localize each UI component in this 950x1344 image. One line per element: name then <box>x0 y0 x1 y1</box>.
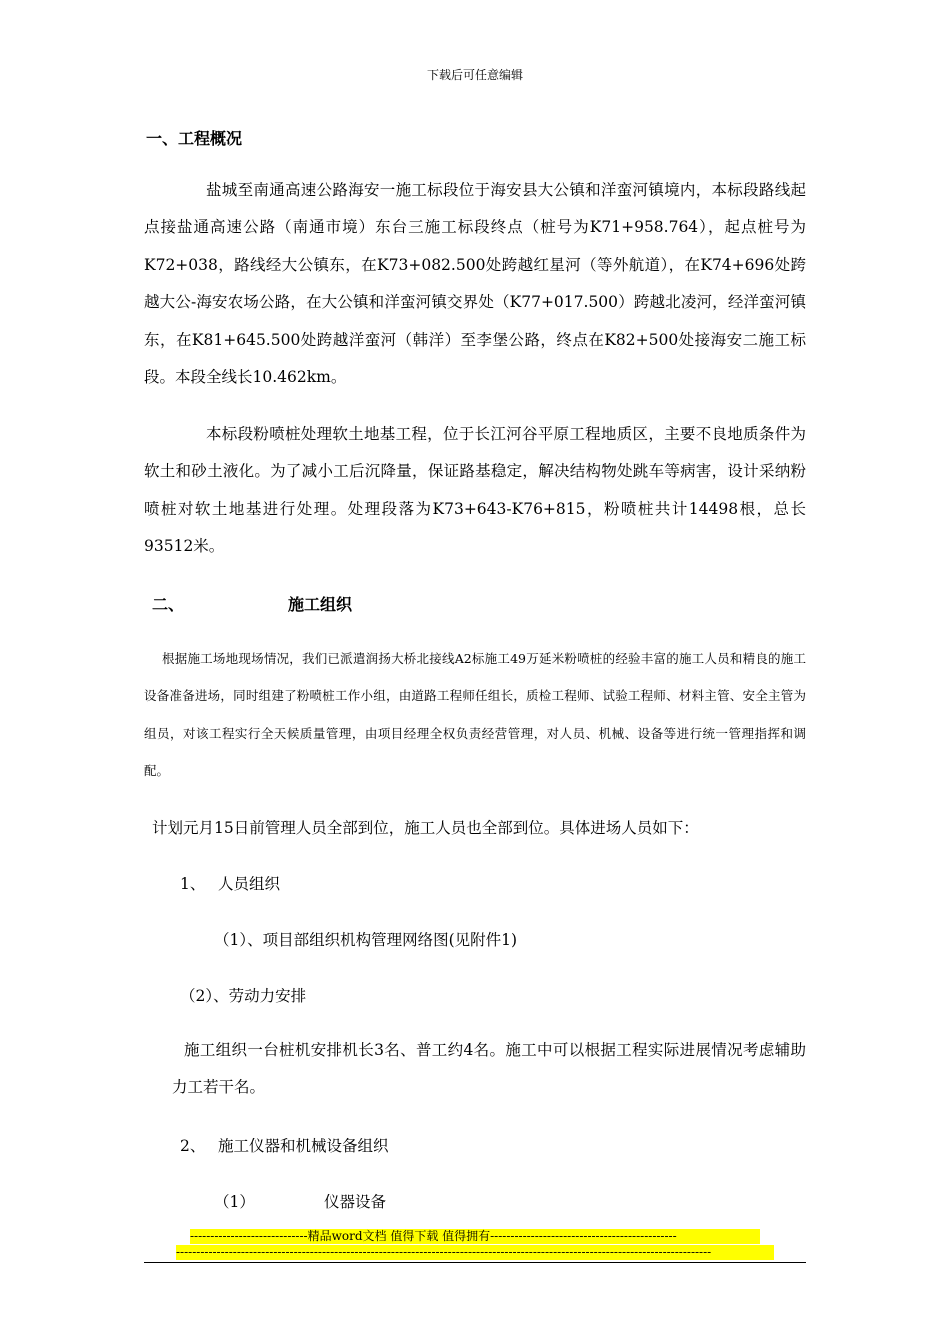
footer-banner-line-1: -----------------------------精品word文档 值得下载 值得拥有---------------------------------------------- <box>190 1229 760 1244</box>
section-1-paragraph-2: 本标段粉喷桩处理软土地基工程，位于长江河谷平原工程地质区，主要不良地质条件为软土和砂土液化。为了减小工后沉降量，保证路基稳定，解决结构物处跳车等病害，设计采纳粉喷桩对软土地基进行处理。处理段落为K73+643-K76+815，粉喷桩共计14498根，总长93512米。 <box>144 425 806 556</box>
section-1-heading: 一、工程概况 <box>146 129 243 148</box>
footer-banner-line-2: ------------------------------------------------------------------------------------------------------------------------------------ <box>176 1245 774 1260</box>
item-1-number: 1、 <box>180 875 206 893</box>
sub-item-1: （1）、项目部组织机构管理网络图(见附件1) <box>214 931 518 949</box>
sub-item-3-number: （1） <box>214 1193 255 1211</box>
item-1-label: 人员组织 <box>218 875 281 893</box>
section-2-heading: 施工组织 <box>288 595 353 614</box>
section-2-number: 二、 <box>152 595 185 614</box>
sub-item-2: （2）、劳动力安排 <box>180 987 307 1005</box>
sub-item-3-label: 仪器设备 <box>324 1193 387 1211</box>
footer-rule <box>144 1262 806 1263</box>
item-2-label: 施工仪器和机械设备组织 <box>218 1137 389 1155</box>
item-2-number: 2、 <box>180 1137 206 1155</box>
labor-paragraph: 施工组织一台桩机安排机长3名、普工约4名。施工中可以根据工程实际进展情况考虑辅助力工若干名。 <box>172 1041 806 1097</box>
plan-sentence: 计划元月15日前管理人员全部到位，施工人员也全部到位。具体进场人员如下： <box>152 819 699 837</box>
section-1-paragraph-1: 盐城至南通高速公路海安一施工标段位于海安县大公镇和洋蛮河镇境内，本标段路线起点接盐通高速公路（南通市境）东台三施工标段终点（桩号为K71+958.764），起点桩号为K72+038，路线经大公镇东，在K73+082.500处跨越红星河（等外航道），在K74+696处跨越大公-海安农场公路，在大公镇和洋蛮河镇交界处（K77+017.500）跨越北凌河，经洋蛮河镇东，在K81+645.500处跨越洋蛮河（韩洋）至李堡公路，终点在K82+500处接海安二施工标段。本段全线长10.462km。 <box>144 181 806 387</box>
section-2-paragraph-1: 根据施工场地现场情况，我们已派遣润扬大桥北接线A2标施工49万延米粉喷桩的经验丰富的施工人员和精良的施工设备准备进场，同时组建了粉喷桩工作小组，由道路工程师任组长，质检工程师、试验工程师、材料主管、安全主管为组员，对该工程实行全天候质量管理，由项目经理全权负责经营管理，对人员、机械、设备等进行统一管理指挥和调配。 <box>144 651 806 779</box>
page-header: 下载后可任意编辑 <box>426 68 523 82</box>
